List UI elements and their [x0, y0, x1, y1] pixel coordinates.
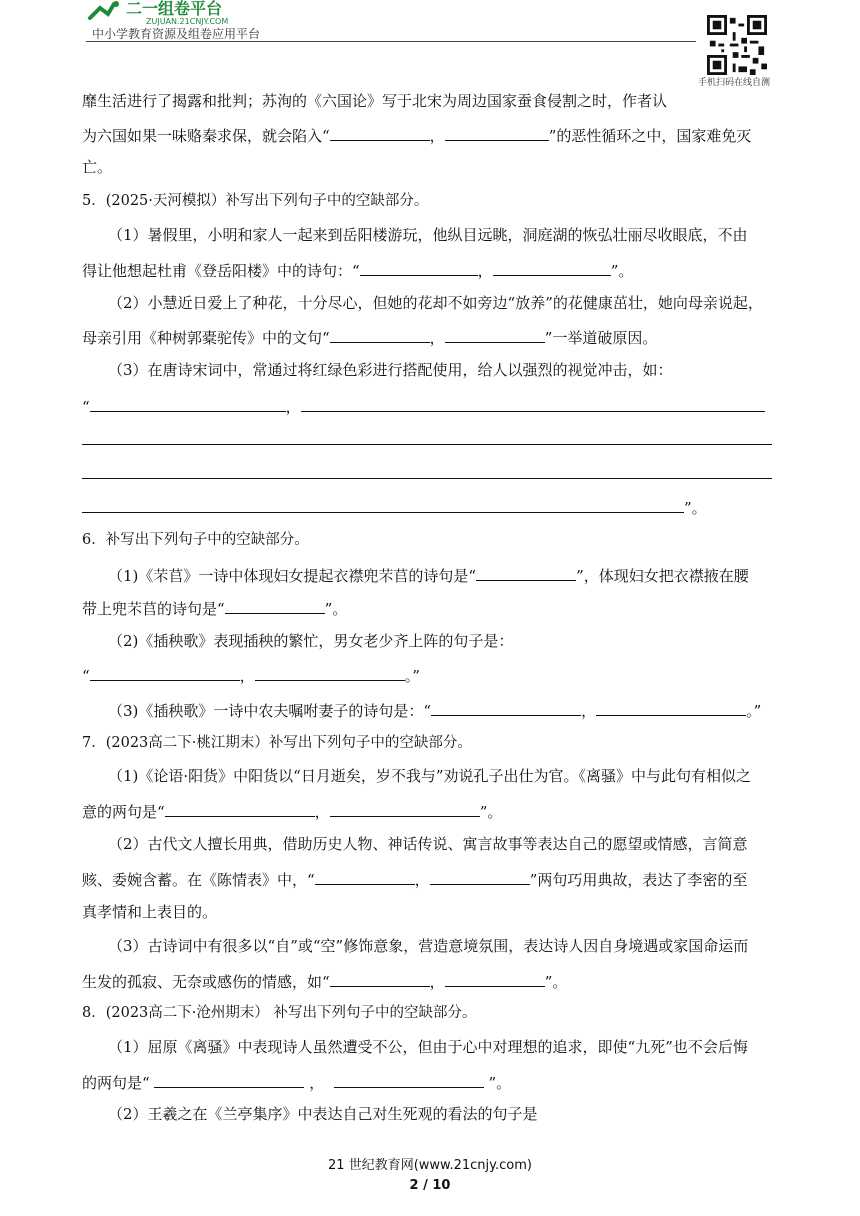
q7-p3-end: ”。	[544, 973, 568, 991]
question-5-heading: 5．(2025·天河模拟）补写出下列句子中的空缺部分。	[82, 193, 429, 209]
q7-p2-text: 赅、委婉含蓄。在《陈情表》中，“	[82, 871, 315, 889]
separator: ，	[429, 329, 445, 347]
answer-blank[interactable]	[90, 664, 240, 681]
answer-blank[interactable]	[330, 326, 430, 343]
answer-blank[interactable]	[360, 259, 478, 276]
answer-blank[interactable]	[330, 800, 480, 817]
q7-part2-line3: 真孝情和上表目的。	[82, 903, 218, 921]
intro-line-2	[82, 124, 751, 146]
q8-p1-text: 的两句是“	[82, 1074, 155, 1092]
q5-part2-line2	[82, 326, 657, 348]
answer-blank[interactable]	[334, 1071, 484, 1088]
separator: ，	[414, 871, 430, 889]
q5-part2-line1: （2）小慧近日爱上了种花，十分尽心，但她的花却不如旁边“放养”的花健康茁壮，她向母亲说起，	[108, 294, 763, 312]
answer-blank[interactable]	[82, 496, 684, 513]
q5-part1-line2	[82, 259, 633, 281]
answer-blank[interactable]	[431, 699, 581, 716]
q7-p3-text: 生发的孤寂、无奈或感伤的情感，如“	[82, 973, 330, 991]
answer-blank[interactable]	[301, 395, 765, 412]
q6-part1-line2	[82, 597, 347, 619]
q7-p1-text: 意的两句是“	[82, 803, 165, 821]
qr-caption: 手机扫码在线自测	[698, 78, 771, 88]
page-header	[0, 0, 860, 90]
answer-blank[interactable]	[430, 868, 530, 885]
answer-blank[interactable]	[225, 597, 325, 614]
q8-part1-line2	[82, 1071, 511, 1093]
answer-blank[interactable]	[493, 259, 611, 276]
separator: ，	[285, 398, 301, 416]
intro-text-2a: 为六国如果一味赂秦求保，就会陷入“	[82, 127, 330, 145]
q6-p1-cont: ”，体现妇女把衣襟掖在腰	[576, 567, 749, 585]
answer-blank[interactable]	[255, 664, 405, 681]
answer-blank[interactable]	[165, 800, 315, 817]
question-6-heading: 6．补写出下列句子中的空缺部分。	[82, 532, 309, 548]
q5-p3-end: ”。	[684, 499, 707, 517]
q8-p1-end: ”。	[483, 1074, 512, 1092]
q5-part3-last	[82, 496, 707, 518]
separator: ，	[477, 262, 493, 280]
separator: ，	[429, 973, 445, 991]
q7-part2-line2	[82, 868, 747, 890]
q7-part1-line1: （1)《论语·阳货》中阳货以“日月逝矣，岁不我与”劝说孔子出仕为官。《离骚》中与此句有相似之	[108, 767, 752, 785]
q6-p1-end: ”。	[324, 600, 348, 618]
q6-part2-line2	[82, 664, 420, 686]
answer-blank[interactable]	[90, 395, 286, 412]
intro-text-2b: ”的恶性循环之中，国家难免灭	[548, 127, 752, 145]
q6-p1-text2: 带上兜芣苢的诗句是“	[82, 600, 225, 618]
q8-part1-line1: （1）屈原《离骚》中表现诗人虽然遭受不公，但由于心中对理想的追求，即使“九死”也不会后悔	[108, 1038, 748, 1056]
page-number: 2 / 10	[409, 1178, 451, 1193]
answer-blank[interactable]	[445, 124, 549, 141]
q5-p2-text: 母亲引用《种树郭橐驼传》中的文句“	[82, 329, 330, 347]
qr-code-icon[interactable]	[707, 15, 767, 75]
q5-part3-line1: （3）在唐诗宋词中，常通过将红绿色彩进行搭配使用，给人以强烈的视觉冲击，如：	[108, 361, 673, 379]
q7-p1-end: ”。	[479, 803, 503, 821]
zujuan-logo	[86, 0, 276, 26]
q6-p2-end: 。”	[404, 667, 420, 685]
q6-p1-text: （1)《芣苢》一诗中体现妇女提起衣襟兜芣苢的诗句是“	[108, 567, 477, 585]
question-8-heading: 8．(2023高二下·沧州期末） 补写出下列句子中的空缺部分。	[82, 1005, 477, 1021]
q5-p1-text: 得让他想起杜甫《登岳阳楼》中的诗句：“	[82, 262, 360, 280]
answer-blank[interactable]	[445, 970, 545, 987]
logo-domain-text: ZUJUAN.21CNJY.COM	[146, 17, 229, 26]
intro-text-3: 亡。	[82, 158, 113, 176]
q5-p1-end: ”。	[610, 262, 634, 280]
question-7-heading: 7．(2023高二下·桃江期末）补写出下列句子中的空缺部分。	[82, 735, 472, 751]
separator: ，	[314, 803, 330, 821]
q6-part2-line1: （2)《插秧歌》表现插秧的繁忙，男女老少齐上阵的句子是：	[108, 632, 514, 650]
q5-p2-end: ”一举道破原因。	[544, 329, 658, 347]
q7-part2-line1: （2）古代文人擅长用典，借助历史人物、神话传说、寓言故事等表达自己的愿望或情感，言简意	[108, 835, 748, 853]
answer-line[interactable]	[82, 478, 772, 479]
answer-blank[interactable]	[476, 564, 576, 581]
q7-part3-line2	[82, 970, 567, 992]
header-divider	[86, 41, 696, 42]
q5-part3-line2	[82, 395, 765, 417]
intro-line-1	[82, 91, 667, 111]
answer-blank[interactable]	[330, 970, 430, 987]
q6-p3-end: 。”	[746, 702, 762, 720]
intro-text-1: 靡生活进行了揭露和批判；苏洵的《六国论》写于北宋为周边国家蚕食侵割之时，作者认	[82, 92, 668, 110]
q7-p2-cont: ”两句巧用典故，表达了李密的至	[529, 871, 748, 889]
answer-blank[interactable]	[315, 868, 415, 885]
answer-blank[interactable]	[445, 326, 545, 343]
separator: ，	[304, 1074, 334, 1092]
separator: ，	[429, 127, 445, 145]
answer-blank[interactable]	[596, 699, 746, 716]
q7-part3-line1: （3）古诗词中有很多以“自”或“空”修饰意象，营造意境氛围，表达诗人因自身境遇或家国命运而	[108, 937, 749, 955]
open-quote: “	[82, 667, 90, 685]
separator: ，	[581, 702, 597, 720]
intro-line-3	[82, 157, 112, 177]
answer-blank[interactable]	[154, 1071, 304, 1088]
footer-site-link[interactable]: 21 世纪教育网(www.21cnjy.com)	[328, 1158, 532, 1173]
q6-part1-line1	[108, 564, 749, 586]
answer-line[interactable]	[82, 444, 772, 445]
q7-part1-line2	[82, 800, 502, 822]
header-subtitle: 中小学教育资源及组卷应用平台	[92, 27, 261, 41]
q5-part1-line1: （1）暑假里，小明和家人一起来到岳阳楼游玩，他纵目远眺，洞庭湖的恢弘壮丽尽收眼底，不由	[108, 226, 748, 244]
q8-part2-line1: （2）王羲之在《兰亭集序》中表达自己对生死观的看法的句子是	[108, 1105, 538, 1123]
separator: ，	[239, 667, 255, 685]
logo-main-text: 二一组卷平台	[126, 0, 223, 18]
answer-blank[interactable]	[330, 124, 430, 141]
open-quote: “	[82, 398, 90, 416]
q6-part3-line1	[108, 699, 761, 721]
q6-p3-text: （3)《插秧歌》一诗中农夫嘱咐妻子的诗句是：“	[108, 702, 432, 720]
